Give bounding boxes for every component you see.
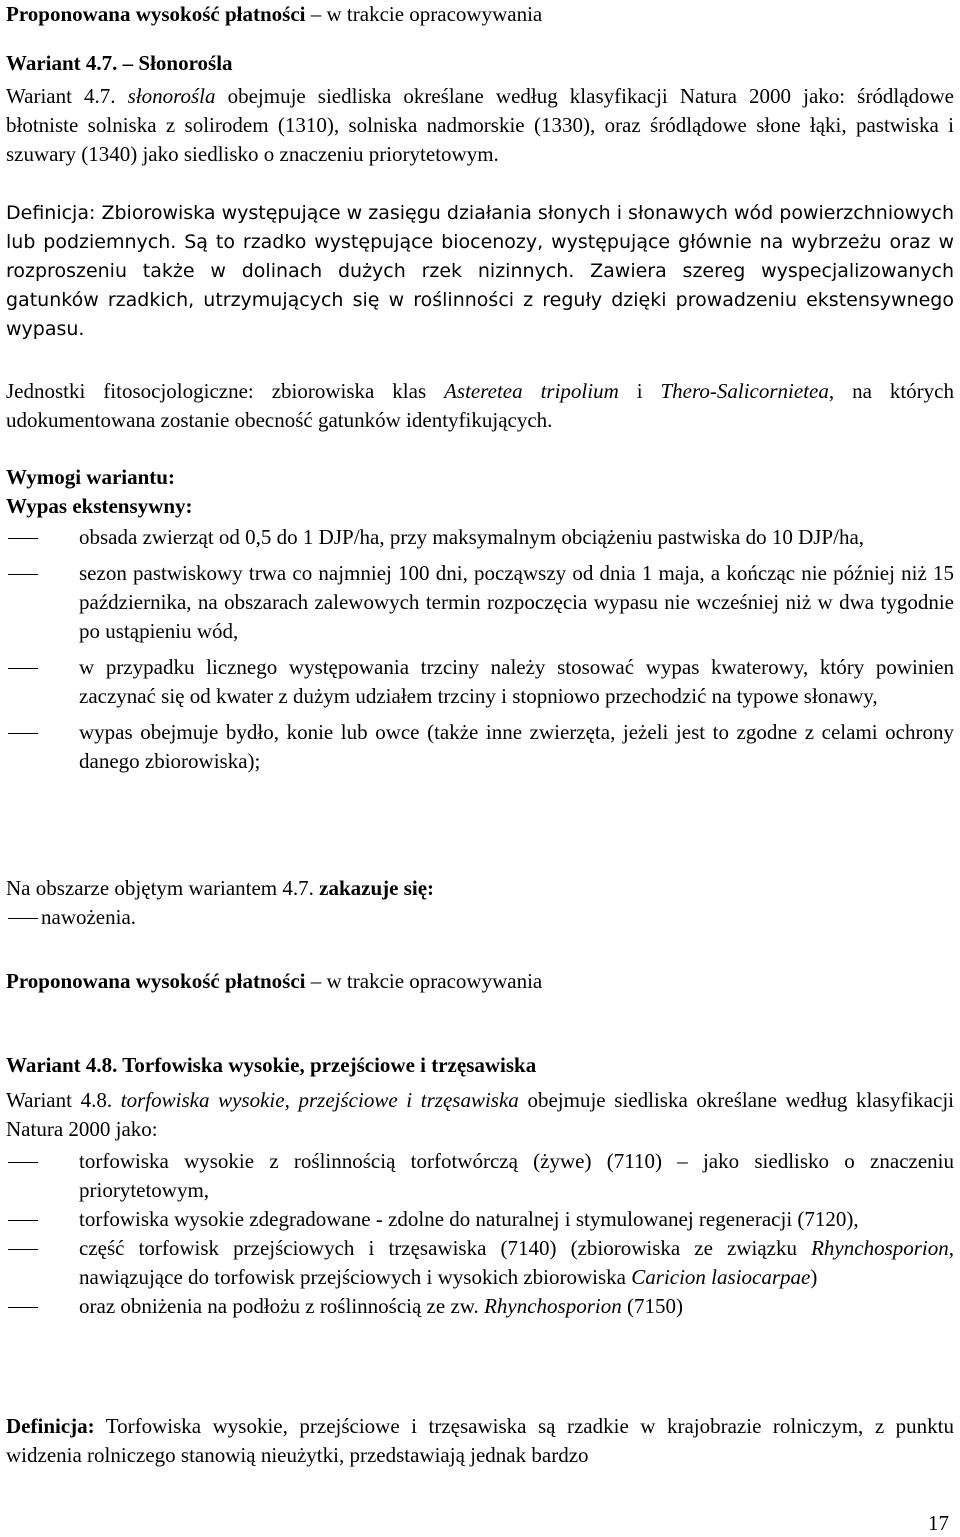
payment-status: w trakcie opracowywania bbox=[326, 2, 543, 26]
dash-bullet bbox=[6, 1205, 79, 1234]
dash-bullet bbox=[6, 1292, 79, 1321]
list-item-text: torfowiska wysokie z roślinnością torfotwórczą (żywe) (7110) – jako siedlisko o znaczeniu priorytetowym, bbox=[79, 1149, 954, 1202]
payment-label: Proponowana wysokość płatności bbox=[6, 2, 306, 26]
list-item bbox=[6, 1147, 954, 1205]
text-fragment: ) bbox=[810, 1265, 818, 1289]
list-item bbox=[6, 718, 954, 776]
variant-4-8-intro bbox=[6, 1086, 954, 1144]
text-fragment: część torfowisk przejściowych i trzęsawiska (7140) (zbiorowiska ze związku bbox=[79, 1236, 812, 1260]
variant-4-8-definition bbox=[6, 1412, 954, 1470]
definition-label: Definicja: bbox=[6, 202, 96, 224]
habitat-list bbox=[6, 1147, 954, 1321]
phytosociological-units bbox=[6, 377, 954, 435]
list-item-text: obsada zwierząt od 0,5 do 1 DJP/ha, przy maksymalnym obciążeniu pastwiska do 10 DJP/ha, bbox=[79, 525, 865, 549]
prohibited-lead: Na obszarze objętym wariantem 4.7. bbox=[6, 876, 320, 900]
variant-name: torfowiska wysokie, przejściowe i trzęsawiska bbox=[120, 1088, 519, 1112]
payment-separator: – bbox=[305, 2, 327, 26]
payment-line-2 bbox=[6, 967, 954, 996]
variant-4-7-heading: Wariant 4.7. – Słonorośla bbox=[6, 51, 233, 75]
syntaxon-name: Caricion lasiocarpae bbox=[631, 1265, 811, 1289]
grazing-requirements-list bbox=[6, 523, 954, 776]
payment-label: Proponowana wysokość płatności bbox=[6, 969, 306, 993]
class-name: Thero-Salicornietea bbox=[660, 379, 829, 403]
dash-bullet bbox=[6, 653, 79, 682]
syntaxon-name: Rhynchosporion bbox=[484, 1294, 622, 1318]
dash-bullet bbox=[6, 523, 79, 552]
definition-label: Definicja: bbox=[6, 1414, 95, 1438]
list-item-text: torfowiska wysokie zdegradowane - zdolne do naturalnej i stymulowanej regeneracji (7120), bbox=[79, 1207, 859, 1231]
text-fragment: nawiązujące do torfowisk przejściowych i wysokich zbiorowiska bbox=[79, 1265, 632, 1289]
variant-4-7-definition bbox=[6, 199, 954, 344]
class-name: Asteretea tripolium bbox=[444, 379, 619, 403]
variant-name: słonorośla bbox=[127, 84, 216, 108]
list-item-text: wypas obejmuje bydło, konie lub owce (także inne zwierzęta, jeżeli jest to zgodne z celami ochrony danego zbiorowiska); bbox=[79, 720, 954, 773]
list-item bbox=[6, 653, 954, 711]
payment-status: w trakcie opracowywania bbox=[326, 969, 543, 993]
dash-bullet bbox=[6, 1234, 79, 1263]
list-item-text: sezon pastwiskowy trwa co najmniej 100 dni, począwszy od dnia 1 maja, a kończąc nie później niż 15 października, na obszarach zalewowych termin rozpoczęcia wypasu nie wcześniej niż w dwa tygodnie po ustąpieniu wód, bbox=[79, 561, 954, 643]
units-text: Jednostki fitosocjologiczne: zbiorowiska klas bbox=[6, 379, 445, 403]
dash-bullet bbox=[6, 559, 79, 588]
grazing-heading: Wypas ekstensywny: bbox=[6, 494, 193, 518]
prohibited-label: zakazuje się: bbox=[319, 876, 435, 900]
list-item bbox=[6, 559, 954, 646]
syntaxon-name: Rhynchosporion, bbox=[811, 1236, 954, 1260]
text-fragment: (7150) bbox=[621, 1294, 683, 1318]
variant-4-8-heading: Wariant 4.8. Torfowiska wysokie, przejściowe i trzęsawiska bbox=[6, 1053, 537, 1077]
dash-bullet bbox=[6, 903, 41, 932]
page-number: 17 bbox=[928, 1511, 949, 1535]
payment-separator: – bbox=[305, 969, 327, 993]
list-item bbox=[6, 1205, 954, 1234]
list-item bbox=[6, 1234, 954, 1292]
units-text: , na których udokumentowana zostanie obecność gatunków identyfikujących. bbox=[6, 379, 954, 432]
intro-lead: Wariant 4.8. bbox=[6, 1088, 121, 1112]
definition-text: Zbiorowiska występujące w zasięgu działania słonych i słonawych wód powierzchniowych lub podziemnych. Są to rzadko występujące biocenozy, występujące głównie na wybrzeżu oraz w rozproszeniu także w dolinach dużych rzek nizinnych. Zawiera szereg wyspecjalizowanych gatunków rzadkich, utrzymujących się w roślinności z reguły dzięki prowadzeniu ekstensywnego wypasu. bbox=[6, 202, 954, 340]
intro-text: obejmuje siedliska określane według klasyfikacji Natura 2000 jako: śródlądowe błotniste solniska z solirodem (1310), solniska nadmorskie (1330), oraz śródlądowe słone łąki, pastwiska i szuwary (1340) jako siedlisko o znaczeniu priorytetowym. bbox=[6, 84, 954, 166]
list-item-text: w przypadku licznego występowania trzciny należy stosować wypas kwaterowy, który powinien zaczynać się od kwater z dużym udziałem trzciny i stopniowo przechodzić na typowe słonawy, bbox=[79, 655, 954, 708]
list-item bbox=[6, 1292, 954, 1321]
text-fragment: oraz obniżenia na podłożu z roślinnością ze zw. bbox=[79, 1294, 485, 1318]
list-item bbox=[6, 523, 954, 552]
prohibited-heading bbox=[6, 874, 434, 903]
units-text: i bbox=[618, 379, 661, 403]
dash-bullet bbox=[6, 1147, 79, 1176]
dash-bullet bbox=[6, 718, 79, 747]
list-item-text bbox=[79, 1234, 954, 1292]
intro-lead: Wariant 4.7. bbox=[6, 84, 128, 108]
definition-text: Torfowiska wysokie, przejściowe i trzęsawiska są rzadkie w krajobrazie rolniczym, z punktu widzenia rolniczego stanowią nieużytki, przedstawiają jednak bardzo bbox=[6, 1414, 954, 1467]
list-item-text bbox=[79, 1292, 954, 1321]
intro-text: obejmuje siedliska określane według klasyfikacji Natura 2000 jako: bbox=[6, 1088, 954, 1141]
prohibited-list-item bbox=[6, 903, 136, 932]
variant-4-7-intro bbox=[6, 82, 954, 169]
payment-line-1 bbox=[6, 0, 954, 29]
requirements-heading: Wymogi wariantu: bbox=[6, 465, 175, 489]
list-item-text: nawożenia. bbox=[41, 905, 137, 929]
